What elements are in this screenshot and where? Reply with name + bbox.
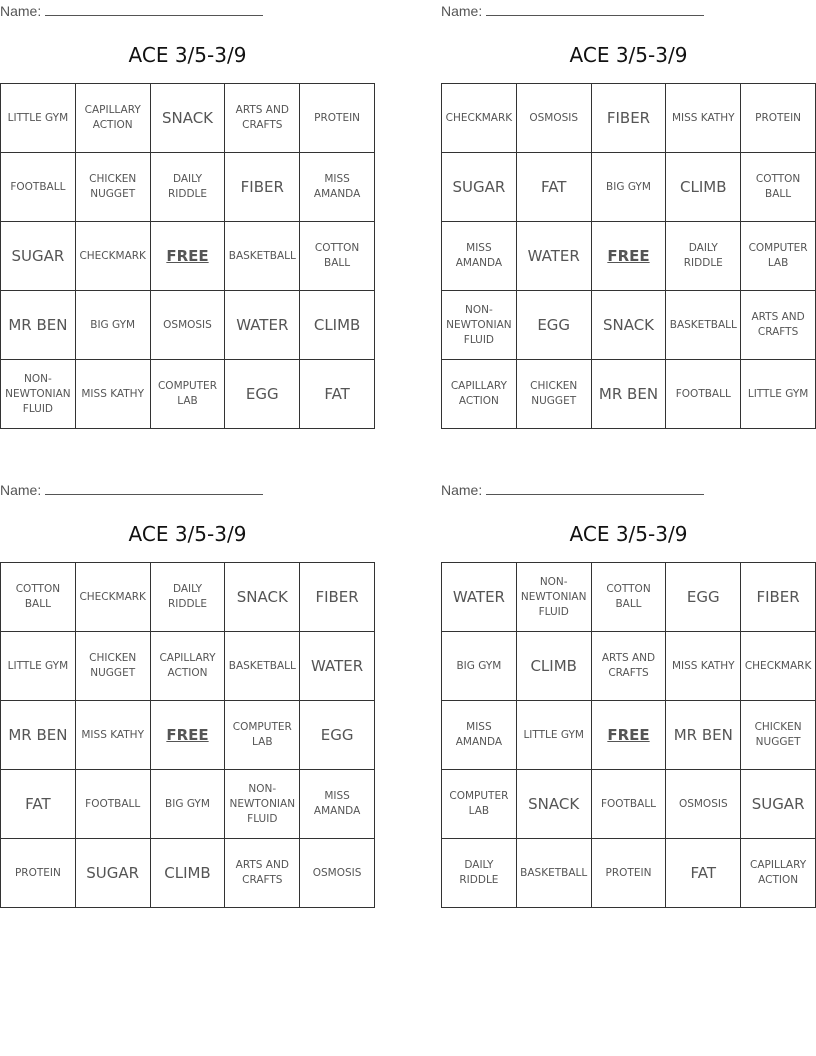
grid-row <box>442 153 816 222</box>
bingo-cell: MISS KATHY <box>666 632 741 701</box>
grid-row <box>1 291 375 360</box>
bingo-cell: COMPUTER LAB <box>225 701 300 770</box>
bingo-cell: SNACK <box>150 84 225 153</box>
bingo-cell: CLIMB <box>516 632 591 701</box>
card-title: ACE 3/5-3/9 <box>569 522 688 546</box>
bingo-cell: CHECKMARK <box>741 632 816 701</box>
bingo-cell: MR BEN <box>1 701 76 770</box>
bingo-cell: COMPUTER LAB <box>150 360 225 429</box>
bingo-cell: FIBER <box>591 84 666 153</box>
bingo-cell: COTTON BALL <box>591 563 666 632</box>
card-title: ACE 3/5-3/9 <box>128 522 247 546</box>
bingo-cell: CHECKMARK <box>75 563 150 632</box>
bingo-cell: CAPILLARY ACTION <box>442 360 517 429</box>
bingo-cell: CHICKEN NUGGET <box>75 153 150 222</box>
bingo-cell: BASKETBALL <box>225 222 300 291</box>
free-space: FREE <box>150 222 225 291</box>
bingo-cell: COTTON BALL <box>741 153 816 222</box>
bingo-cell: SUGAR <box>1 222 76 291</box>
bingo-cell: ARTS AND CRAFTS <box>741 291 816 360</box>
bingo-cell: SUGAR <box>442 153 517 222</box>
bingo-cell: FOOTBALL <box>75 770 150 839</box>
bingo-cell: CAPILLARY ACTION <box>150 632 225 701</box>
bingo-cell: ARTS AND CRAFTS <box>225 839 300 908</box>
bingo-cell: OSMOSIS <box>666 770 741 839</box>
grid-row <box>442 84 816 153</box>
bingo-cell: LITTLE GYM <box>1 84 76 153</box>
bingo-cell: ARTS AND CRAFTS <box>591 632 666 701</box>
bingo-cell: FAT <box>300 360 375 429</box>
bingo-cell: FIBER <box>300 563 375 632</box>
bingo-cell: CHICKEN NUGGET <box>741 701 816 770</box>
bingo-cell: MISS AMANDA <box>442 222 517 291</box>
bingo-grid <box>441 83 816 429</box>
bingo-grid <box>0 83 375 429</box>
bingo-cell: CHICKEN NUGGET <box>75 632 150 701</box>
name-field <box>441 3 704 19</box>
name-blank-line <box>45 3 263 16</box>
bingo-cell: SUGAR <box>75 839 150 908</box>
grid-row <box>1 839 375 908</box>
grid-row <box>1 563 375 632</box>
bingo-cell: CAPILLARY ACTION <box>741 839 816 908</box>
grid-row <box>1 701 375 770</box>
bingo-cell: ARTS AND CRAFTS <box>225 84 300 153</box>
bingo-cell: CHECKMARK <box>442 84 517 153</box>
bingo-cell: OSMOSIS <box>150 291 225 360</box>
name-blank-line <box>486 482 704 495</box>
grid-row <box>1 632 375 701</box>
bingo-cell: CLIMB <box>300 291 375 360</box>
name-field <box>441 482 704 498</box>
card-title: ACE 3/5-3/9 <box>128 43 247 67</box>
bingo-cell: FAT <box>1 770 76 839</box>
bingo-cell: MR BEN <box>591 360 666 429</box>
bingo-cell: LITTLE GYM <box>741 360 816 429</box>
bingo-cell: BASKETBALL <box>666 291 741 360</box>
bingo-cell: NON-NEWTONIAN FLUID <box>516 563 591 632</box>
bingo-cell: DAILY RIDDLE <box>442 839 517 908</box>
bingo-cell: LITTLE GYM <box>1 632 76 701</box>
bingo-cell: CAPILLARY ACTION <box>75 84 150 153</box>
bingo-cell: MR BEN <box>1 291 76 360</box>
name-label: Name: <box>0 3 42 19</box>
grid-row <box>442 839 816 908</box>
bingo-cell: FAT <box>516 153 591 222</box>
bingo-cell: NON-NEWTONIAN FLUID <box>225 770 300 839</box>
name-blank-line <box>45 482 263 495</box>
grid-row <box>442 632 816 701</box>
bingo-cell: BASKETBALL <box>225 632 300 701</box>
bingo-cell: EGG <box>225 360 300 429</box>
bingo-cell: SNACK <box>225 563 300 632</box>
bingo-cell: FOOTBALL <box>666 360 741 429</box>
free-space: FREE <box>591 222 666 291</box>
grid-row <box>442 701 816 770</box>
name-label: Name: <box>0 482 42 498</box>
bingo-cell: DAILY RIDDLE <box>150 563 225 632</box>
bingo-cell: WATER <box>442 563 517 632</box>
grid-row <box>1 153 375 222</box>
bingo-cell: MISS AMANDA <box>300 770 375 839</box>
bingo-cell: SNACK <box>591 291 666 360</box>
bingo-cell: OSMOSIS <box>516 84 591 153</box>
grid-row <box>442 563 816 632</box>
bingo-cell: FIBER <box>741 563 816 632</box>
bingo-cell: BIG GYM <box>75 291 150 360</box>
bingo-cell: BIG GYM <box>591 153 666 222</box>
grid-row <box>442 222 816 291</box>
bingo-cell: FOOTBALL <box>1 153 76 222</box>
bingo-cell: EGG <box>516 291 591 360</box>
grid-row <box>442 770 816 839</box>
grid-row <box>1 222 375 291</box>
free-space: FREE <box>591 701 666 770</box>
bingo-cell: CHECKMARK <box>75 222 150 291</box>
bingo-cell: BIG GYM <box>150 770 225 839</box>
free-space: FREE <box>150 701 225 770</box>
bingo-cell: WATER <box>300 632 375 701</box>
bingo-cell: CHICKEN NUGGET <box>516 360 591 429</box>
bingo-cell: CLIMB <box>666 153 741 222</box>
bingo-grid <box>0 562 375 908</box>
bingo-cell: PROTEIN <box>591 839 666 908</box>
bingo-cell: FAT <box>666 839 741 908</box>
bingo-cell: MR BEN <box>666 701 741 770</box>
bingo-cell: MISS KATHY <box>666 84 741 153</box>
grid-row <box>442 291 816 360</box>
bingo-cell: DAILY RIDDLE <box>150 153 225 222</box>
bingo-cell: COTTON BALL <box>300 222 375 291</box>
bingo-cell: OSMOSIS <box>300 839 375 908</box>
name-label: Name: <box>441 3 483 19</box>
bingo-cell: EGG <box>300 701 375 770</box>
bingo-cell: COMPUTER LAB <box>442 770 517 839</box>
grid-row <box>1 360 375 429</box>
bingo-cell: DAILY RIDDLE <box>666 222 741 291</box>
bingo-cell: LITTLE GYM <box>516 701 591 770</box>
bingo-cell: COMPUTER LAB <box>741 222 816 291</box>
bingo-cell: EGG <box>666 563 741 632</box>
bingo-cell: WATER <box>516 222 591 291</box>
bingo-cell: NON-NEWTONIAN FLUID <box>442 291 517 360</box>
grid-row <box>1 84 375 153</box>
bingo-cell: NON-NEWTONIAN FLUID <box>1 360 76 429</box>
bingo-cell: COTTON BALL <box>1 563 76 632</box>
name-blank-line <box>486 3 704 16</box>
bingo-grid <box>441 562 816 908</box>
bingo-cell: MISS KATHY <box>75 360 150 429</box>
name-field <box>0 482 263 498</box>
bingo-cell: MISS KATHY <box>75 701 150 770</box>
bingo-cell: WATER <box>225 291 300 360</box>
grid-row <box>442 360 816 429</box>
bingo-cell: MISS AMANDA <box>442 701 517 770</box>
bingo-cell: SUGAR <box>741 770 816 839</box>
card-title: ACE 3/5-3/9 <box>569 43 688 67</box>
bingo-cell: FIBER <box>225 153 300 222</box>
name-label: Name: <box>441 482 483 498</box>
bingo-cell: FOOTBALL <box>591 770 666 839</box>
bingo-cell: PROTEIN <box>741 84 816 153</box>
bingo-cell: CLIMB <box>150 839 225 908</box>
bingo-cell: SNACK <box>516 770 591 839</box>
grid-row <box>1 770 375 839</box>
bingo-cell: BASKETBALL <box>516 839 591 908</box>
name-field <box>0 3 263 19</box>
bingo-cell: PROTEIN <box>1 839 76 908</box>
bingo-cell: BIG GYM <box>442 632 517 701</box>
bingo-cell: PROTEIN <box>300 84 375 153</box>
bingo-cell: MISS AMANDA <box>300 153 375 222</box>
